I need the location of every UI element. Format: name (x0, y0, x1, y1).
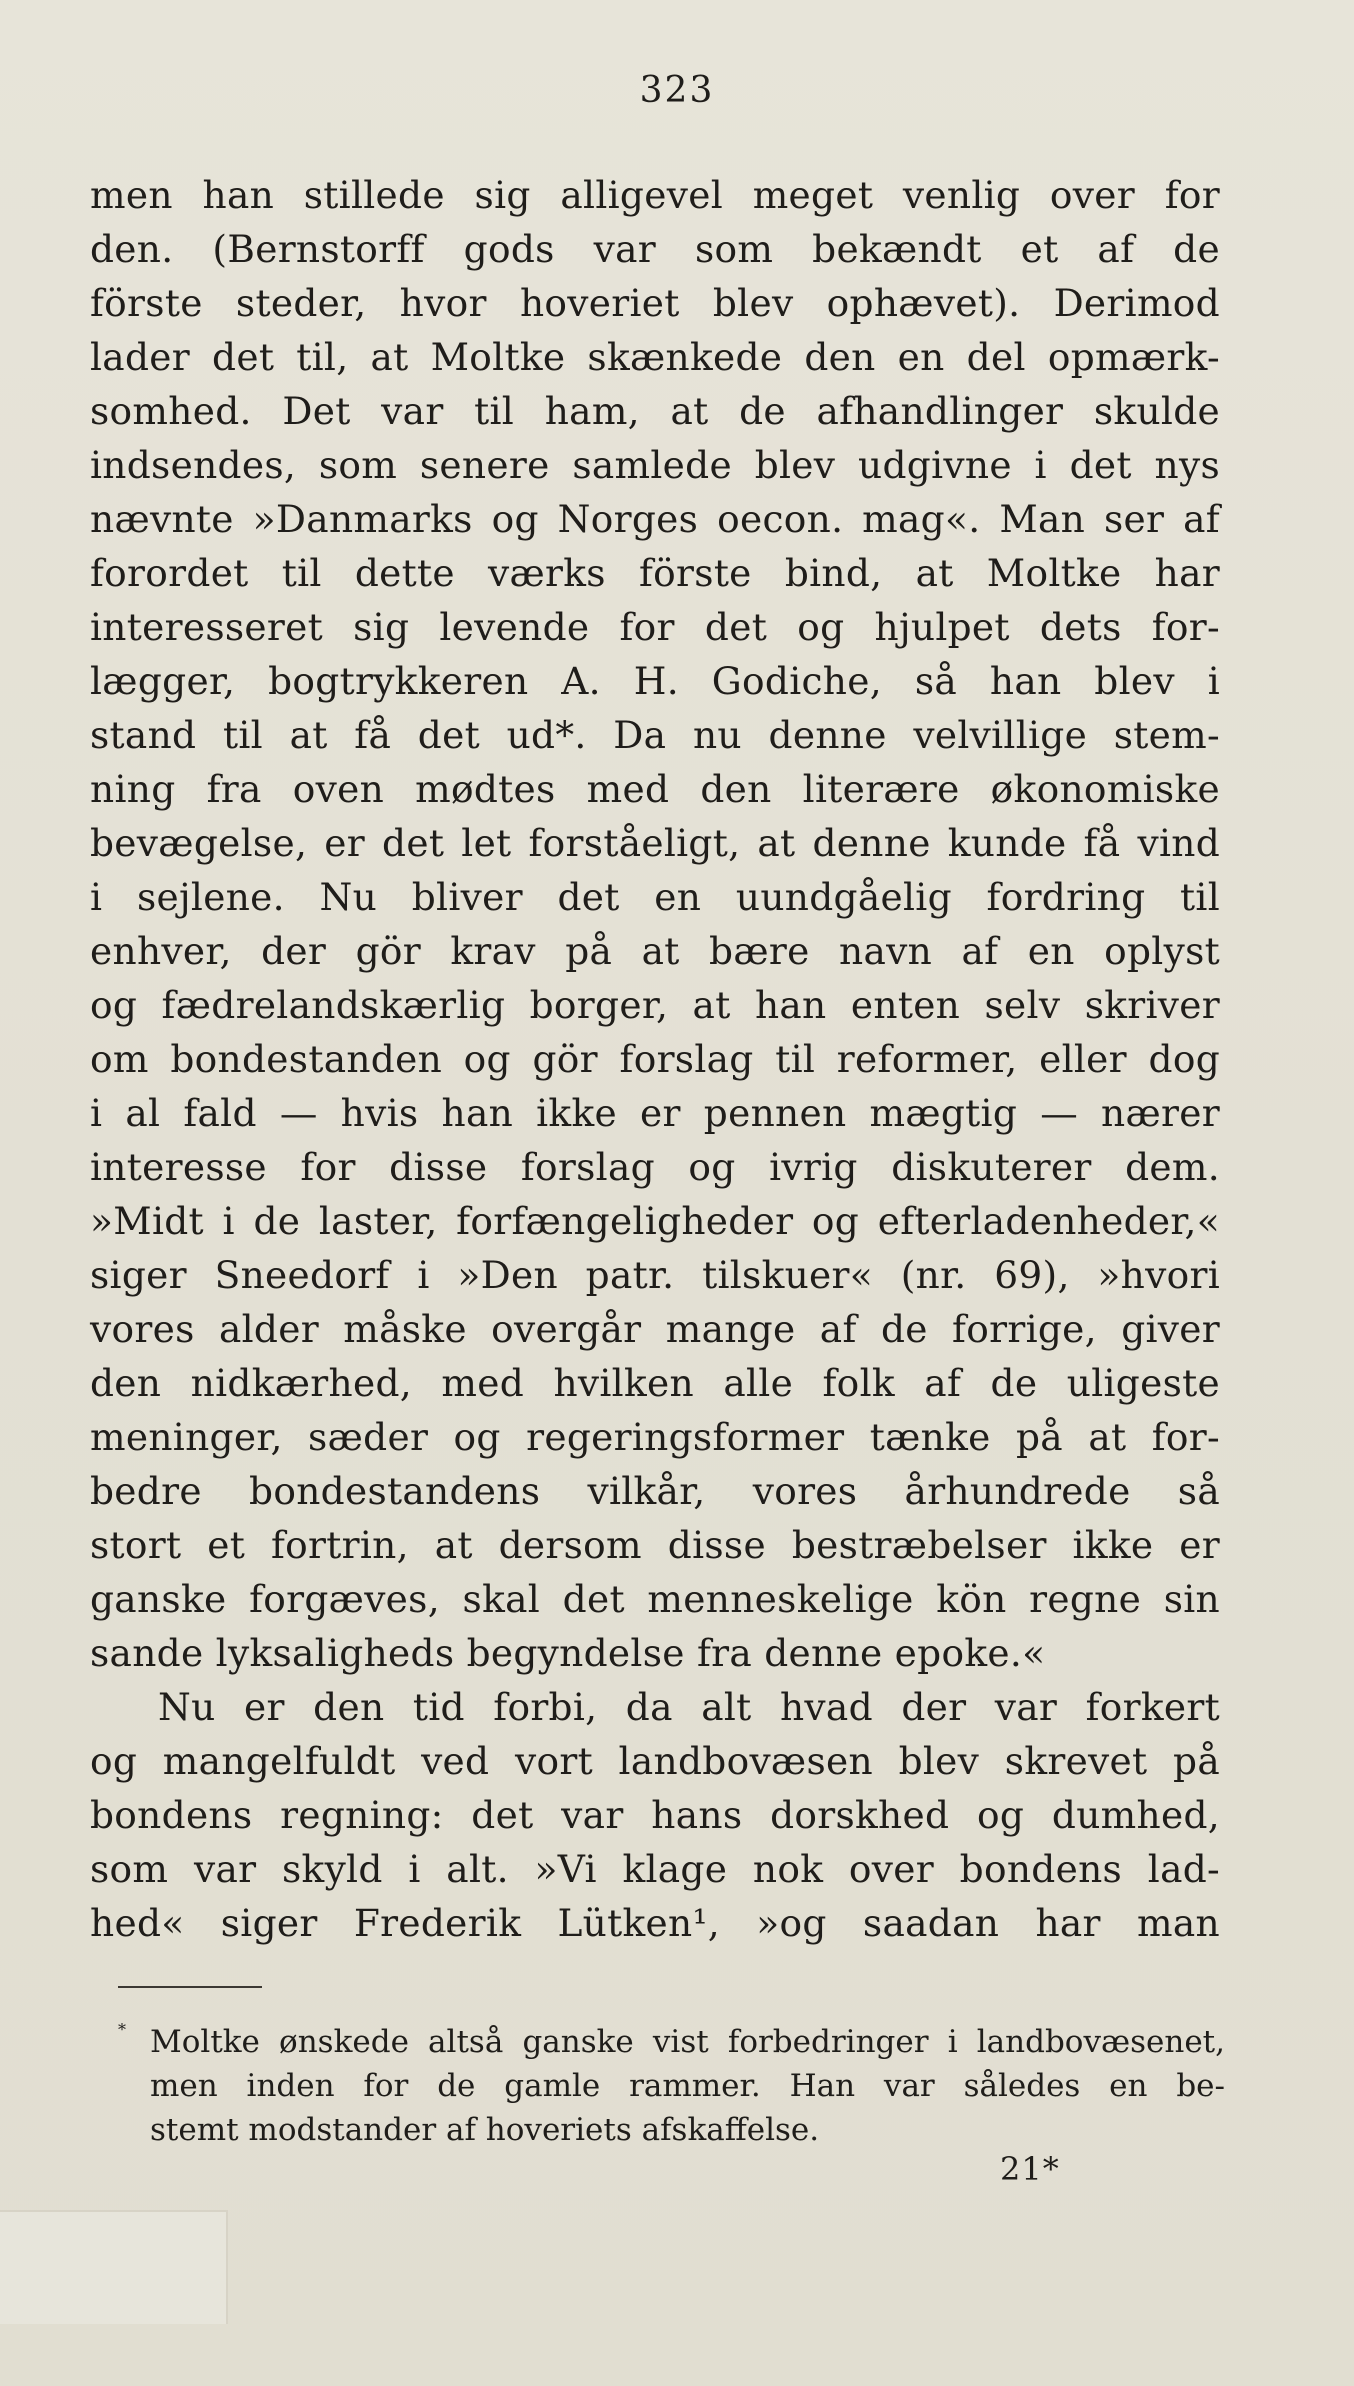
text-line: nævnte »Danmarks og Norges oecon. mag«. Man ser af (90, 497, 1220, 541)
body-text (90, 168, 1220, 1950)
text-line: indsendes, som senere samlede blev udgivne i det nys (90, 443, 1220, 487)
page-edge-mark (0, 2210, 228, 2324)
footnote-line: stemt modstander af hoveriets afskaffelse. (150, 2112, 820, 2148)
text-line: og mangelfuldt ved vort landbovæsen blev skrevet på (90, 1739, 1220, 1783)
text-line: ning fra oven mødtes med den literære økonomiske (90, 767, 1220, 811)
text-line: bevægelse, er det let forståeligt, at denne kunde få vind (90, 821, 1220, 865)
text-line: somhed. Det var til ham, at de afhandlinger skulde (90, 389, 1220, 433)
text-line: og fædrelandskærlig borger, at han enten selv skriver (90, 983, 1220, 1027)
text-line: i al fald — hvis han ikke er pennen mægtig — nærer (90, 1091, 1220, 1135)
text-line: stort et fortrin, at dersom disse bestræbelser ikke er (90, 1523, 1220, 1567)
text-line: interesse for disse forslag og ivrig diskuterer dem. (90, 1145, 1220, 1189)
footnote-marker: * (118, 2020, 126, 2039)
text-line: den nidkærhed, med hvilken alle folk af de uligeste (90, 1361, 1220, 1405)
text-line: om bondestanden og gör forslag til reformer, eller dog (90, 1037, 1220, 1081)
footnote (118, 2020, 1225, 2152)
signature-mark: 21* (1000, 2150, 1060, 2188)
footnote-divider (118, 1986, 262, 1988)
text-line: vores alder måske overgår mange af de forrige, giver (90, 1307, 1220, 1351)
text-line: som var skyld i alt. »Vi klage nok over bondens lad- (90, 1847, 1220, 1891)
text-line: stand til at få det ud*. Da nu denne velvillige stem- (90, 713, 1220, 757)
page-number: 323 (639, 70, 715, 111)
text-line: »Midt i de laster, forfængeligheder og efterladenheder,« (90, 1199, 1220, 1243)
text-line: siger Sneedorf i »Den patr. tilskuer« (nr. 69), »hvori (90, 1253, 1220, 1297)
text-line: hed« siger Frederik Lütken¹, »og saadan har man (90, 1901, 1220, 1945)
text-line: i sejlene. Nu bliver det en uundgåelig fordring til (90, 875, 1220, 919)
text-line: meninger, sæder og regeringsformer tænke på at for- (90, 1415, 1220, 1459)
text-line: lader det til, at Moltke skænkede den en del opmærk- (90, 335, 1220, 379)
text-line: bondens regning: det var hans dorskhed og dumhed, (90, 1793, 1220, 1837)
text-line: interesseret sig levende for det og hjulpet dets for- (90, 605, 1220, 649)
text-line: förste steder, hvor hoveriet blev ophævet). Derimod (90, 281, 1220, 325)
text-line: sande lyksaligheds begyndelse fra denne epoke.« (90, 1631, 1046, 1675)
text-line: enhver, der gör krav på at bære navn af en oplyst (90, 929, 1220, 973)
text-line: bedre bondestandens vilkår, vores århundrede så (90, 1469, 1220, 1513)
text-line: forordet til dette værks förste bind, at Moltke har (90, 551, 1220, 595)
text-line: den. (Bernstorff gods var som bekændt et af de (90, 227, 1220, 271)
footnote-line: Moltke ønskede altså ganske vist forbedringer i landbovæsenet, (150, 2024, 1225, 2060)
text-line: ganske forgæves, skal det menneskelige kön regne sin (90, 1577, 1220, 1621)
footnote-line: men inden for de gamle rammer. Han var således en be- (150, 2068, 1225, 2104)
text-line: men han stillede sig alligevel meget venlig over for (90, 173, 1220, 217)
text-line: Nu er den tid forbi, da alt hvad der var forkert (158, 1685, 1220, 1729)
text-line: lægger, bogtrykkeren A. H. Godiche, så han blev i (90, 659, 1220, 703)
